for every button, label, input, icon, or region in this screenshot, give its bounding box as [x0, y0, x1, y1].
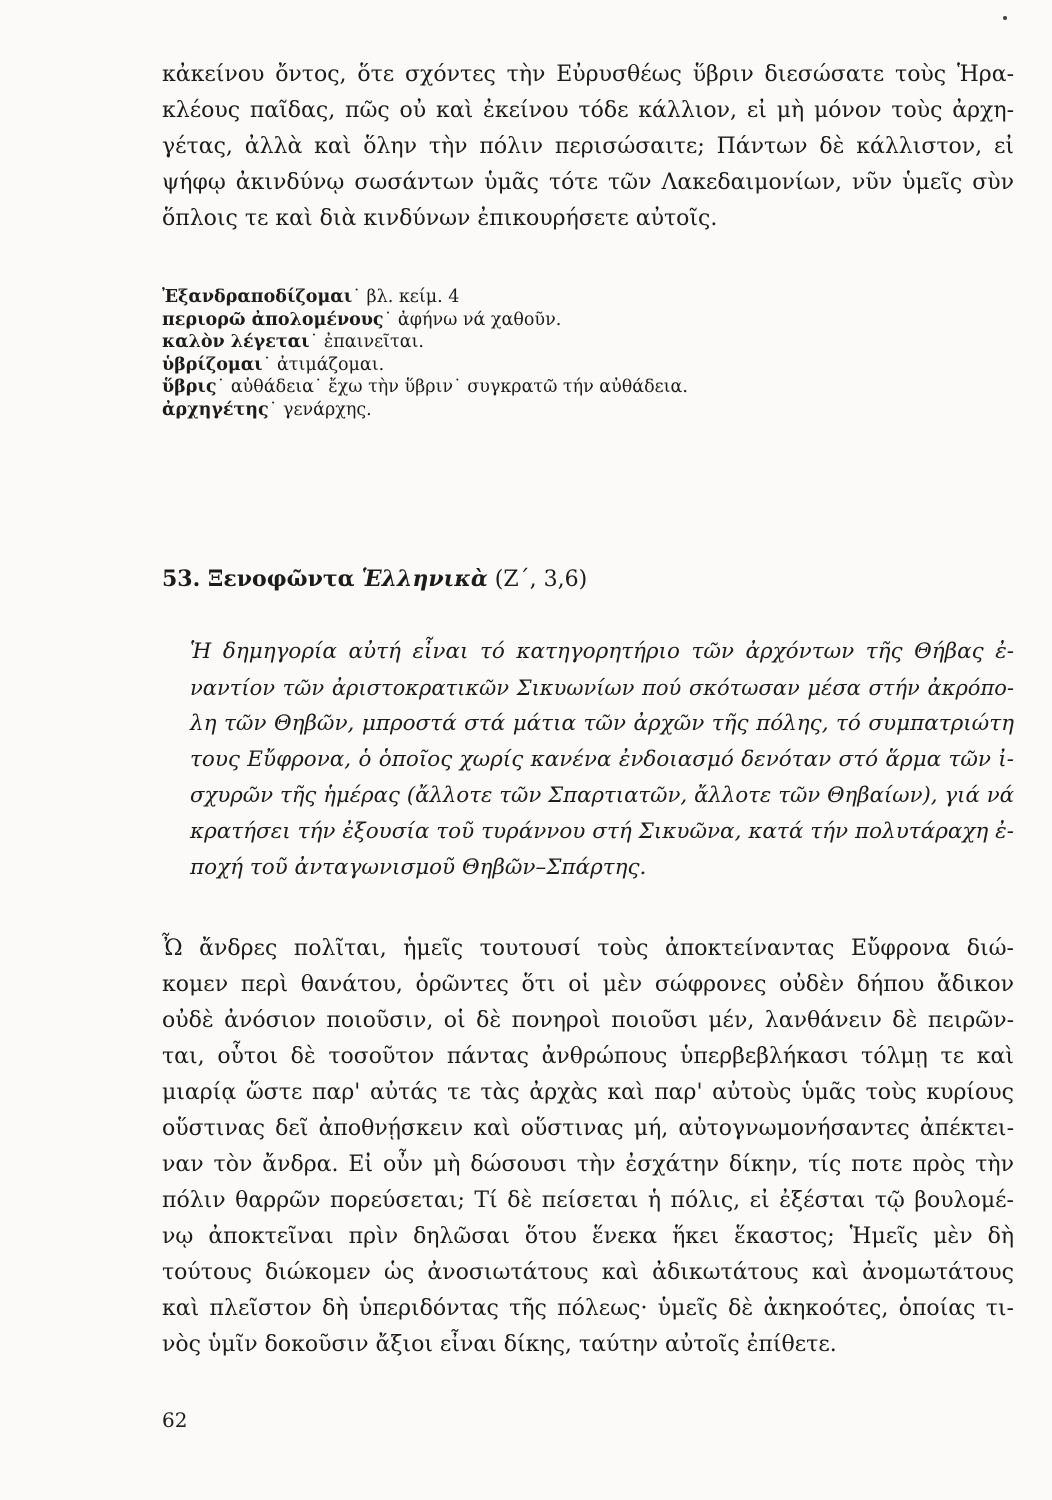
vocab-gloss: ˙ ἀτιμάζομαι. — [262, 354, 385, 375]
vocab-entry — [162, 354, 1014, 377]
intro-paragraph — [190, 634, 1014, 886]
text-line: οὐδὲ ἀνόσιον ποιοῦσιν, οἱ δὲ πονηροὶ ποιοῦσι μέν, λανθάνειν δὲ πειρῶν- — [162, 1008, 1014, 1033]
text-line: γέτας, ἀλλὰ καὶ ὅλην τὴν πόλιν περισώσαιτε; Πάντων δὲ κάλλιστον, εἰ — [162, 134, 1014, 159]
vocab-term: ὑβρίζομαι — [162, 354, 263, 375]
text-line: κἀκείνου ὄντος, ὅτε σχόντες τὴν Εὐρυσθέως ὕβριν διεσώσατε τοὺς Ἡρα- — [162, 62, 1014, 87]
vocab-entry — [162, 331, 1014, 354]
text-line: ναντίον τῶν ἀριστοκρατικῶν Σικυωνίων πού σκότωσαν μέσα στήν ἀκρόπο- — [190, 676, 1014, 700]
vocab-term: ἀρχηγέτης — [162, 399, 269, 420]
text-line: λη τῶν Θηβῶν, μπροστά στά μάτια τῶν ἀρχῶν τῆς πόλης, τό συμπατριώτη — [190, 711, 1014, 736]
vocab-gloss: ˙ ἐπαινεῖται. — [309, 332, 424, 352]
text-line: νῳ ἀποκτεῖναι πρὶν δηλῶσαι ὅτου ἕνεκα ἥκει ἕκαστος; Ἡμεῖς μὲν δὴ — [162, 1224, 1014, 1249]
text-line: Ἡ δημηγορία αὐτή εἶναι τό κατηγορητήριο τῶν ἀρχόντων τῆς Θήβας ἐ- — [190, 639, 1014, 664]
text-line: ὅπλοις τε καὶ διὰ κινδύνων ἐπικουρήσετε αὐτοῖς. — [162, 206, 718, 231]
vocab-gloss: ˙ βλ. κείμ. 4 — [352, 287, 460, 307]
vocab-entry — [162, 309, 1014, 332]
text-line: ναν τὸν ἄνδρα. Εἰ οὖν μὴ δώσουσι τὴν ἐσχάτην δίκην, τίς ποτε πρὸς τὴν — [162, 1152, 1014, 1177]
vocab-entry — [162, 376, 1014, 399]
vocab-gloss: ˙ αὐθάδεια˙ ἔχω τὴν ὕβριν˙ συγκρατῶ τήν αὐθάδεια. — [216, 377, 688, 397]
text-line: οὕστινας δεῖ ἀποθνῄσκειν καὶ οὕστινας μή, αὐτογνωμονήσαντες ἀπέκτει- — [162, 1116, 1014, 1141]
vocab-gloss: ˙ γενάρχης. — [268, 399, 372, 420]
text-line: τούτους διώκομεν ὡς ἀνοσιωτάτους καὶ ἀδικωτάτους καὶ ἀνομωτάτους — [162, 1260, 1014, 1285]
vocab-term: καλὸν λέγεται — [162, 332, 310, 352]
section-heading — [162, 566, 587, 592]
vocab-entry — [162, 399, 1014, 422]
vocab-gloss: ˙ ἀφήνω νά χαθοῦν. — [383, 309, 562, 330]
text-line: πόλιν θαρρῶν πορεύσεται; Τί δὲ πείσεται ἡ πόλις, εἰ ἐξέσται τῷ βουλομέ- — [162, 1188, 1014, 1213]
vocab-term: Ἐξανδραποδίζομαι — [162, 287, 353, 307]
vocabulary-notes — [162, 286, 1014, 421]
vocab-term: ὕβρις — [162, 377, 217, 397]
vocab-term: περιορῶ ἀπολομένους — [162, 309, 384, 330]
work-title: Ἑλληνικὰ — [361, 566, 488, 592]
text-line: κρατήσει τήν ἐξουσία τοῦ τυράννου στή Σικυῶνα, κατά τήν πολυτάραχη ἐ- — [190, 819, 1014, 844]
text-line: ψήφῳ ἀκινδύνῳ σωσάντων ὑμᾶς τότε τῶν Λακεδαιμονίων, νῦν ὑμεῖς σὺν — [162, 170, 1014, 195]
work-reference: (Ζ΄, 3,6) — [494, 567, 588, 592]
top-paragraph — [162, 57, 1014, 237]
section-number: 53. Ξενοφῶντα — [162, 566, 355, 592]
text-line: νὸς ὑμῖν δοκοῦσιν ἄξιοι εἶναι δίκης, ταύτην αὐτοῖς ἐπίθετε. — [162, 1332, 837, 1357]
text-line: Ὦ ἄνδρες πολῖται, ἡμεῖς τουτουσί τοὺς ἀποκτείναντας Εὔφρονα διώ- — [162, 936, 1014, 961]
main-paragraph — [162, 931, 1014, 1363]
text-line: ποχή τοῦ ἀνταγωνισμοῦ Θηβῶν–Σπάρτης. — [190, 855, 647, 880]
text-line: ται, οὗτοι δὲ τοσοῦτον πάντας ἀνθρώπους ὑπερβεβλήκασι τόλμῃ τε καὶ — [162, 1044, 1014, 1069]
text-line: κομεν περὶ θανάτου, ὁρῶντες ὅτι οἱ μὲν σώφρονες οὐδὲν δήπου ἄδικον — [162, 972, 1014, 997]
text-line: μιαρίᾳ ὥστε παρ' αὐτάς τε τὰς ἀρχὰς καὶ παρ' αὐτοὺς ὑμᾶς τοὺς κυρίους — [162, 1080, 1014, 1105]
text-line: καὶ πλεῖστον δὴ ὑπεριδόντας τῆς πόλεως· ὑμεῖς δὲ ἀκηκοότες, ὁποίας τι- — [162, 1296, 1014, 1321]
text-line: κλέους παῖδας, πῶς οὐ καὶ ἐκείνου τόδε κάλλιον, εἰ μὴ μόνον τοὺς ἀρχη- — [162, 98, 1014, 123]
text-line: σχυρῶν τῆς ἡμέρας (ἄλλοτε τῶν Σπαρτιατῶν, ἄλλοτε τῶν Θηβαίων), γιά νά — [190, 783, 1014, 808]
ink-speck — [1003, 16, 1007, 20]
text-line: τους Εὔφρονα, ὁ ὁποῖος χωρίς κανένα ἐνδοιασμό δενόταν στό ἅρμα τῶν ἰ- — [190, 747, 1014, 772]
page-number: 62 — [162, 1408, 188, 1432]
vocab-entry — [162, 286, 1014, 309]
